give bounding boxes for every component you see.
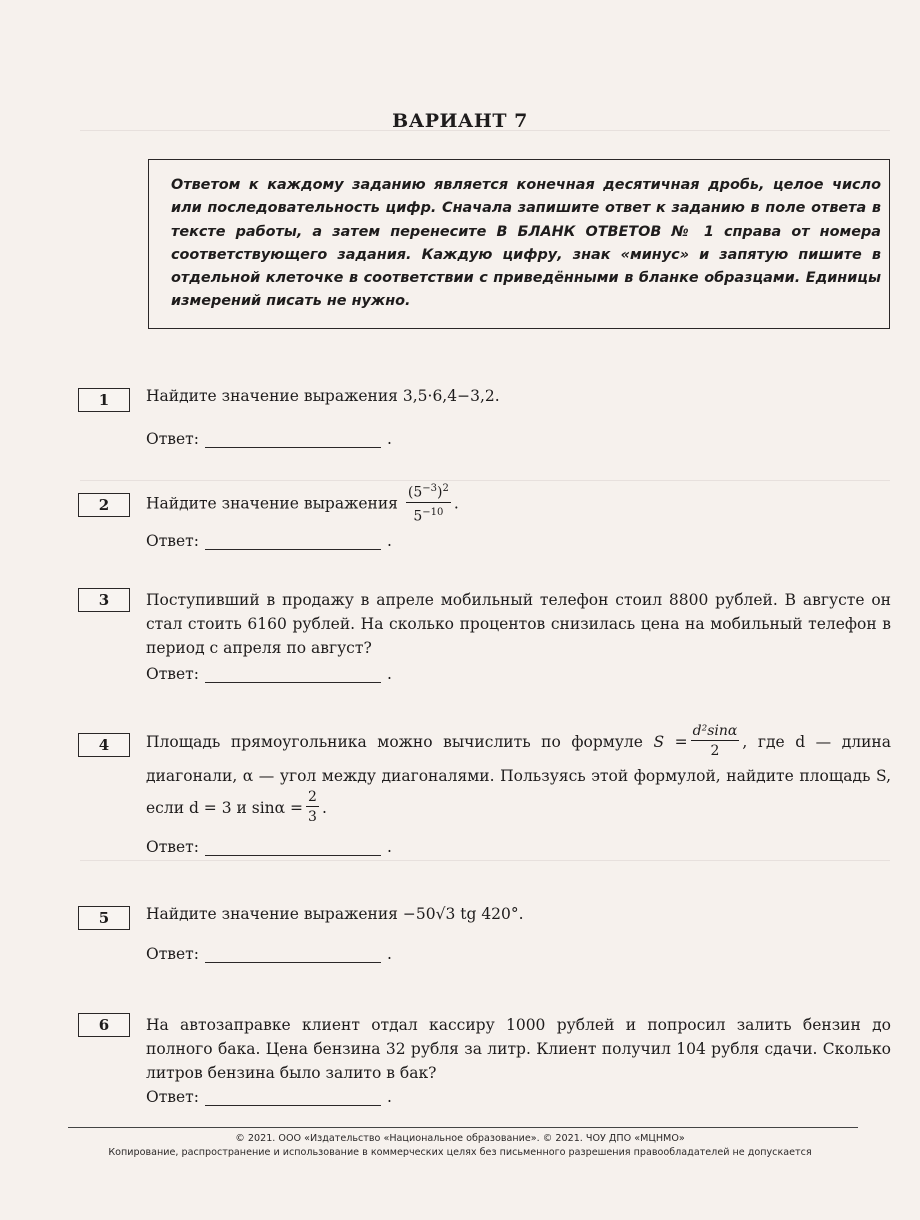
task-4-text: Площадь прямоугольника можно вычислить по формуле S = $\frac{\text{d²sinα}}{2}$ , где d — длина диагонали, α — угол между диагоналями. Пользуясь этой формулой, найдите площадь S, если d = 3 и sinα = $\frac{2}{3}$ . <box>146 723 892 825</box>
task-number-6: 6 <box>78 1013 130 1037</box>
task-6-text: На автозаправке клиент отдал кассиру 1000 рублей и попросил залить бензин до полного бака. Цена бензина 32 рубля за литр. Клиент получил 104 рубля сдачи. Сколько литров бензина было залито в бак? <box>146 1016 891 1082</box>
task-2-lead: Найдите значение выражения <box>146 494 398 513</box>
instruction-box <box>148 159 890 329</box>
answer-field-1[interactable]: Ответ: . <box>146 430 392 448</box>
answer-field-6[interactable]: Ответ: . <box>146 1088 392 1106</box>
answer-label: Ответ: <box>146 1088 199 1106</box>
answer-line[interactable] <box>205 1091 381 1106</box>
task-2-text: Найдите значение выражения $\frac{(5^{-3})^2}{5^{-10}}$ . <box>146 482 891 527</box>
answer-field-3[interactable]: Ответ: . <box>146 665 392 683</box>
task-4-fraction: $\frac{2}{3}$ <box>308 789 317 825</box>
task-3-text: Поступивший в продажу в апреле мобильный телефон стоил 8800 рублей. В августе он стал стоить 6160 рублей. На сколько процентов снизилась цена на мобильный телефон в период с апреля по август? <box>146 591 891 657</box>
answer-label: Ответ: <box>146 665 199 683</box>
answer-field-5[interactable]: Ответ: . <box>146 945 392 963</box>
task-number-4: 4 <box>78 733 130 757</box>
task-5-text: Найдите значение выражения −50√3 tg 420°. <box>146 905 524 923</box>
footer-divider <box>68 1127 858 1128</box>
task-1-text: Найдите значение выражения 3,5·6,4−3,2. <box>146 387 500 405</box>
answer-line[interactable] <box>205 668 381 683</box>
answer-line[interactable] <box>205 948 381 963</box>
task-number-3: 3 <box>78 588 130 612</box>
task-number-2: 2 <box>78 493 130 517</box>
answer-line[interactable] <box>205 535 381 550</box>
answer-line[interactable] <box>205 841 381 856</box>
task-number-5: 5 <box>78 906 130 930</box>
answer-label: Ответ: <box>146 838 199 856</box>
task-2-fraction: $\frac{(5^{-3})^2}{5^{-10}}$ <box>406 480 451 525</box>
answer-line[interactable] <box>205 433 381 448</box>
task-number-1: 1 <box>78 388 130 412</box>
answer-label: Ответ: <box>146 532 199 550</box>
footer-notice: Копирование, распространение и использование в коммерческих целях без письменного разрешения правообладателей не допускается <box>108 1147 812 1158</box>
answer-label: Ответ: <box>146 945 199 963</box>
task-4-formula: $\frac{\text{d²sinα}}{2}$ <box>692 723 738 759</box>
answer-field-4[interactable]: Ответ: . <box>146 838 392 856</box>
instruction-text: Ответом к каждому заданию является конечная десятичная дробь, целое число или последовательность цифр. Сначала запишите ответ к заданию в поле ответа в тексте работы, а затем перенесите В БЛАНК ОТВЕТОВ № 1 справа от номера соответствующего задания. Каждую цифру, знак «минус» и запятую пишите в отдельной клеточке в соответствии с приведёнными в бланке образцами. Единицы измерений писать не нужно. <box>171 177 881 310</box>
answer-field-2[interactable]: Ответ: . <box>146 532 392 550</box>
footer-copyright: © 2021. ООО «Издательство «Национальное образование». © 2021. ЧОУ ДПО «МЦНМО» <box>235 1133 685 1144</box>
answer-label: Ответ: <box>146 430 199 448</box>
page-title: ВАРИАНТ 7 <box>392 110 528 132</box>
